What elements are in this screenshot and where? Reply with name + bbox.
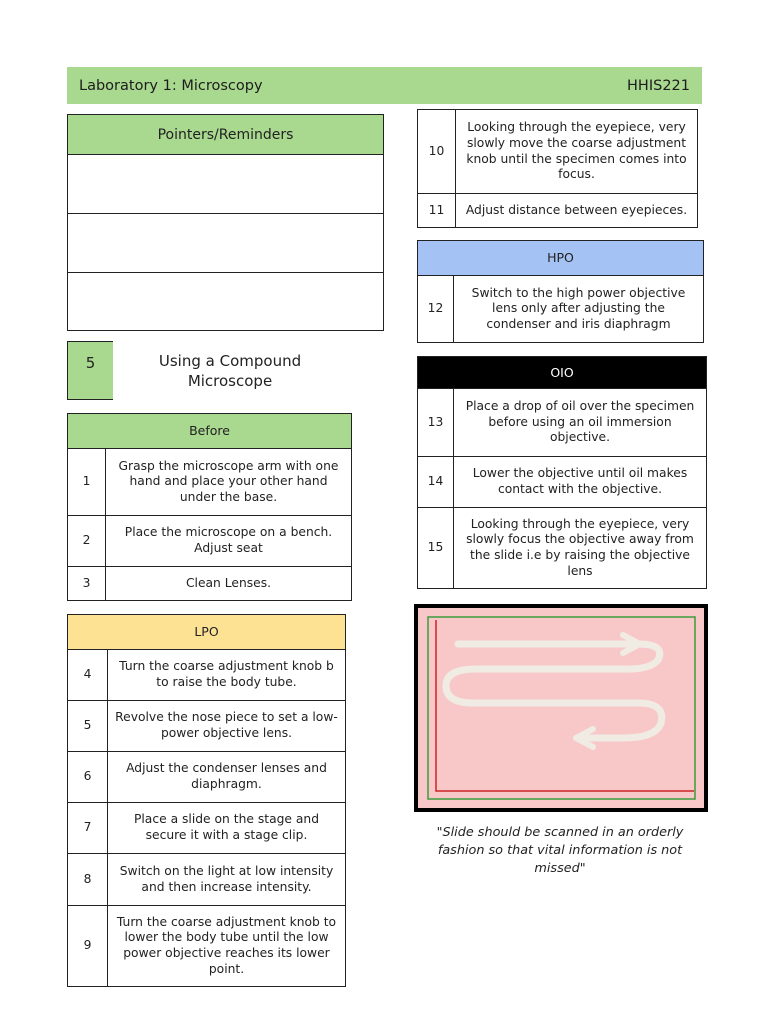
lpo-table (67, 614, 346, 987)
table-row (418, 457, 707, 508)
step-text: Turn the coarse adjustment knob b to raise the body tube. (108, 650, 346, 701)
step-text: Turn the coarse adjustment knob to lower the body tube until the low power objective reaches its lower point. (108, 906, 346, 987)
step-text: Looking through the eyepiece, very slowly move the coarse adjustment knob until the specimen comes into focus. (456, 110, 698, 194)
step-text: Switch to the high power objective lens only after adjusting the condenser and iris diaphragm (454, 276, 704, 343)
step-text: Looking through the eyepiece, very slowly focus the objective away from the slide i.e by raising the objective lens (454, 508, 707, 589)
oio-title: OIO (418, 357, 707, 389)
table-row (418, 110, 698, 194)
document-header (67, 67, 702, 104)
pointers-box (67, 114, 384, 331)
before-title: Before (68, 414, 352, 449)
step-number: 15 (418, 508, 454, 589)
step-text: Revolve the nose piece to set a low-power objective lens. (108, 701, 346, 752)
document-title: Laboratory 1: Microscopy (79, 77, 263, 94)
step-text: Adjust the condenser lenses and diaphragm. (108, 752, 346, 803)
oio-table (417, 356, 707, 589)
table-row (68, 803, 346, 854)
step-text: Place a slide on the stage and secure it with a stage clip. (108, 803, 346, 854)
step-text: Clean Lenses. (106, 567, 352, 601)
step-text: Place the microscope on a bench. Adjust seat (106, 516, 352, 567)
table-row (68, 752, 346, 803)
step-number: 9 (68, 906, 108, 987)
before-table (67, 413, 352, 601)
scanning-path-diagram (418, 608, 704, 808)
step-number: 5 (68, 701, 108, 752)
table-row (418, 508, 707, 589)
table-row (68, 854, 346, 906)
pointer-row-3 (68, 273, 383, 331)
table-row (68, 906, 346, 987)
step-text: Place a drop of oil over the specimen before using an oil immersion objective. (454, 389, 707, 457)
step-number: 8 (68, 854, 108, 906)
continued-table (417, 109, 698, 228)
pointers-title: Pointers/Reminders (68, 115, 383, 155)
table-row (418, 194, 698, 228)
section-number: 5 (67, 341, 113, 400)
step-number: 7 (68, 803, 108, 854)
step-number: 10 (418, 110, 456, 194)
step-number: 6 (68, 752, 108, 803)
step-text: Adjust distance between eyepieces. (456, 194, 698, 228)
step-number: 13 (418, 389, 454, 457)
table-row (68, 567, 352, 601)
scan-path-icon (446, 644, 662, 738)
step-number: 12 (418, 276, 454, 343)
step-number: 3 (68, 567, 106, 601)
step-text: Grasp the microscope arm with one hand and place your other hand under the base. (106, 449, 352, 516)
lpo-title: LPO (68, 615, 346, 650)
hpo-table (417, 240, 704, 343)
pointer-row-1 (68, 155, 383, 214)
step-number: 11 (418, 194, 456, 228)
table-row (68, 650, 346, 701)
table-row (418, 389, 707, 457)
table-row (68, 449, 352, 516)
step-text: Switch on the light at low intensity and then increase intensity. (108, 854, 346, 906)
step-number: 1 (68, 449, 106, 516)
step-number: 14 (418, 457, 454, 508)
step-text: Lower the objective until oil makes contact with the objective. (454, 457, 707, 508)
step-number: 4 (68, 650, 108, 701)
step-number: 2 (68, 516, 106, 567)
figure-caption: "Slide should be scanned in an orderly fashion so that vital information is not missed" (436, 825, 684, 876)
course-code: HHIS221 (627, 77, 690, 94)
hpo-title: HPO (418, 241, 704, 276)
table-row (418, 276, 704, 343)
section-title: Using a Compound Microscope (158, 352, 302, 390)
slide-scanning-figure (414, 604, 708, 812)
pointer-row-2 (68, 214, 383, 273)
table-row (68, 516, 352, 567)
table-row (68, 701, 346, 752)
